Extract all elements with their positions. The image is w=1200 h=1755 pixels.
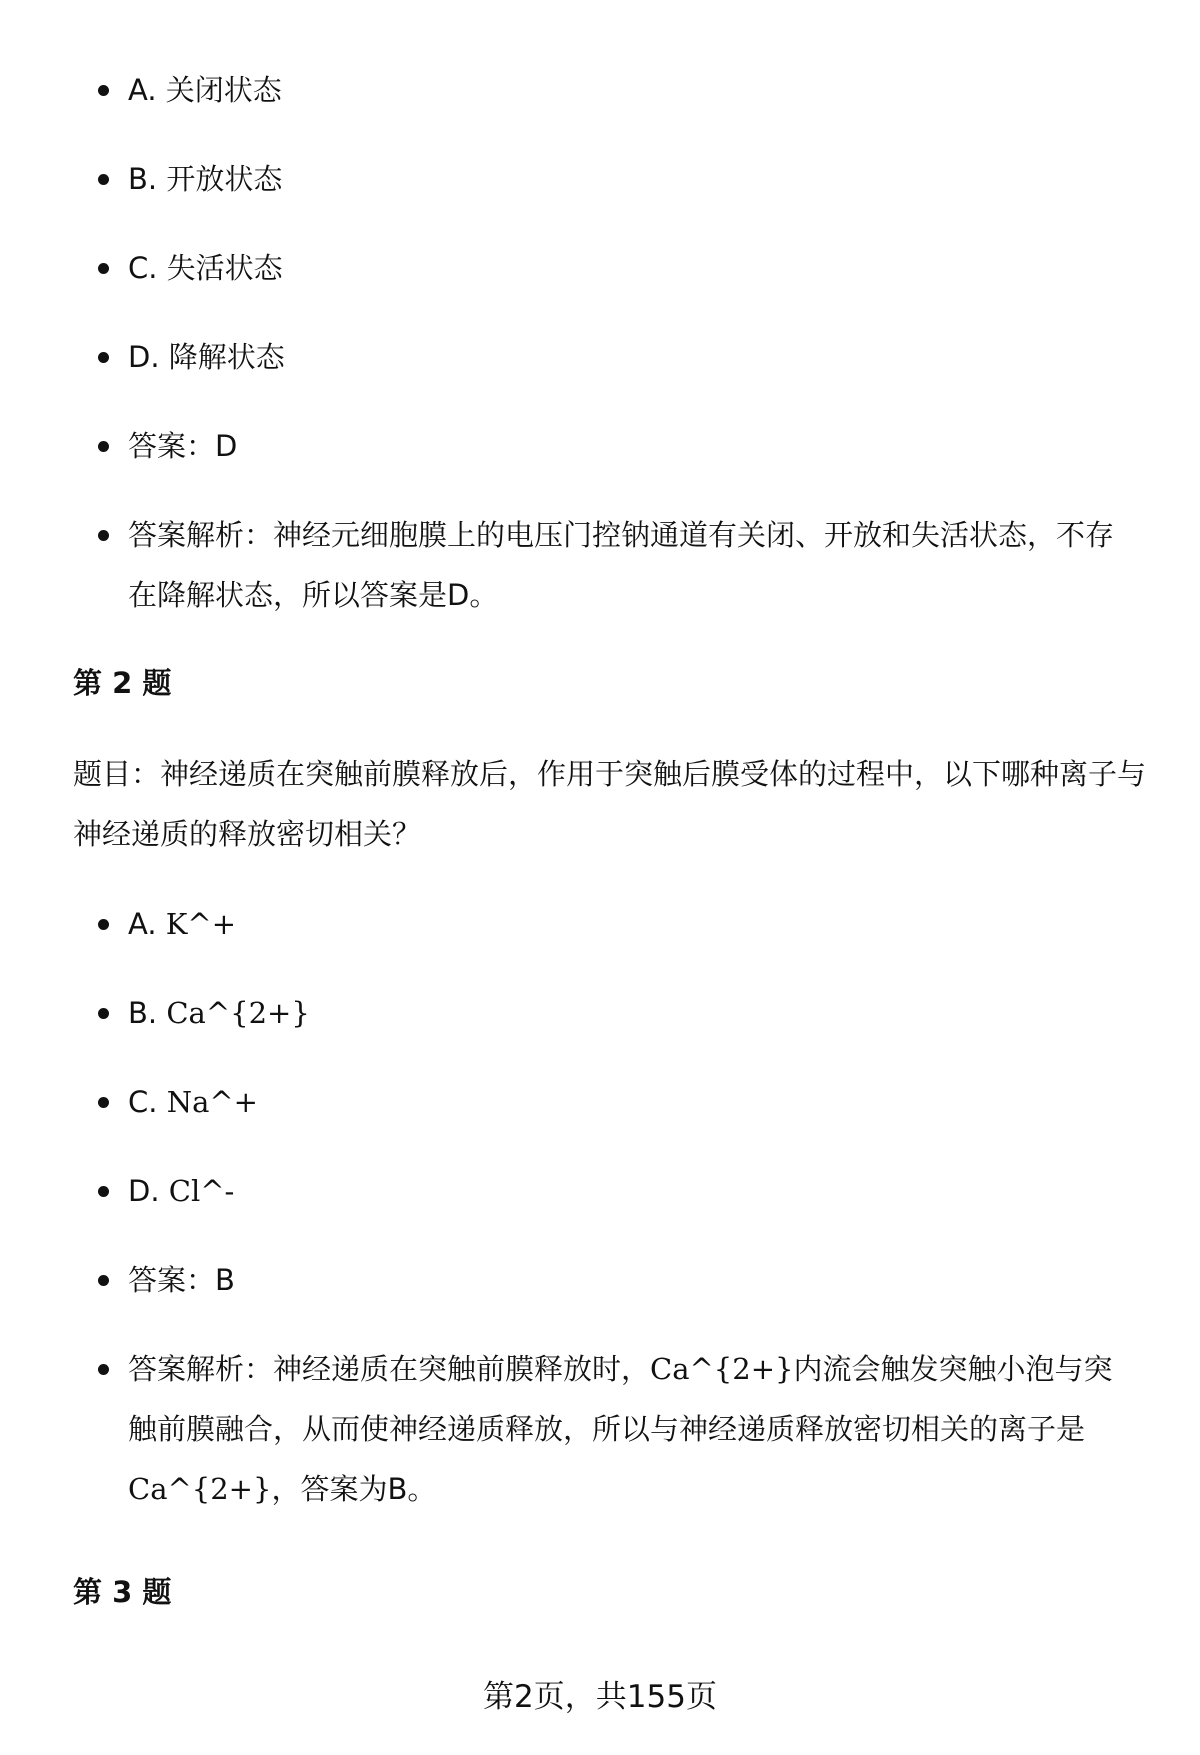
- q1-option-a: A. 关闭状态: [0, 60, 1200, 120]
- q1-option-d: D. 降解状态: [0, 327, 1200, 387]
- q2-option-b: [0, 983, 1200, 1043]
- q1-option-list: [0, 60, 1200, 654]
- q2-option-d-formula: Cl^-: [168, 1174, 235, 1208]
- q2-option-c-formula: Na^+: [166, 1085, 258, 1119]
- q2-option-a-formula: K^+: [165, 907, 237, 941]
- q2-option-a: [0, 894, 1200, 954]
- q1-option-b: B. 开放状态: [0, 149, 1200, 209]
- q3-heading: 第 3 题: [73, 1575, 172, 1609]
- q2-heading: 第 2 题: [73, 666, 172, 700]
- q2-explanation-formula-1: Ca^{2+}: [650, 1352, 794, 1386]
- q2-option-b-label: B.: [128, 996, 167, 1030]
- q2-answer: 答案：B: [0, 1250, 1200, 1310]
- q1-answer: 答案：D: [0, 416, 1200, 476]
- q2-option-c-label: C.: [128, 1085, 167, 1119]
- q2-option-list: [0, 894, 1200, 1548]
- page-number-footer: 第2页，共155页: [483, 1679, 717, 1715]
- q2-explanation-text-3: ，答案为B。: [271, 1472, 437, 1506]
- q2-question-text: 题目：神经递质在突触前膜释放后，作用于突触后膜受体的过程中，以下哪种离子与神经递质的释放密切相关？: [73, 757, 1147, 851]
- q2-option-a-label: A.: [128, 907, 166, 941]
- q2-option-d: [0, 1161, 1200, 1221]
- q2-option-c: [0, 1072, 1200, 1132]
- q2-explanation-text-1: 答案解析：神经递质在突触前膜释放时，: [128, 1352, 651, 1386]
- q2-explanation-text-2: 内流会触发突触小泡与突触前膜融合，从而使神经递质释放，所以与神经递质释放密切相关的离子是: [128, 1352, 1113, 1446]
- q1-explanation: 答案解析：神经元细胞膜上的电压门控钠通道有关闭、开放和失活状态，不存在降解状态，所以答案是D。: [0, 505, 1200, 625]
- q2-option-d-label: D.: [128, 1174, 169, 1208]
- q1-option-c: C. 失活状态: [0, 238, 1200, 298]
- q2-option-b-formula: Ca^{2+}: [166, 996, 310, 1030]
- q2-explanation-formula-2: Ca^{2+}: [128, 1472, 272, 1506]
- q2-explanation: [0, 1339, 1200, 1519]
